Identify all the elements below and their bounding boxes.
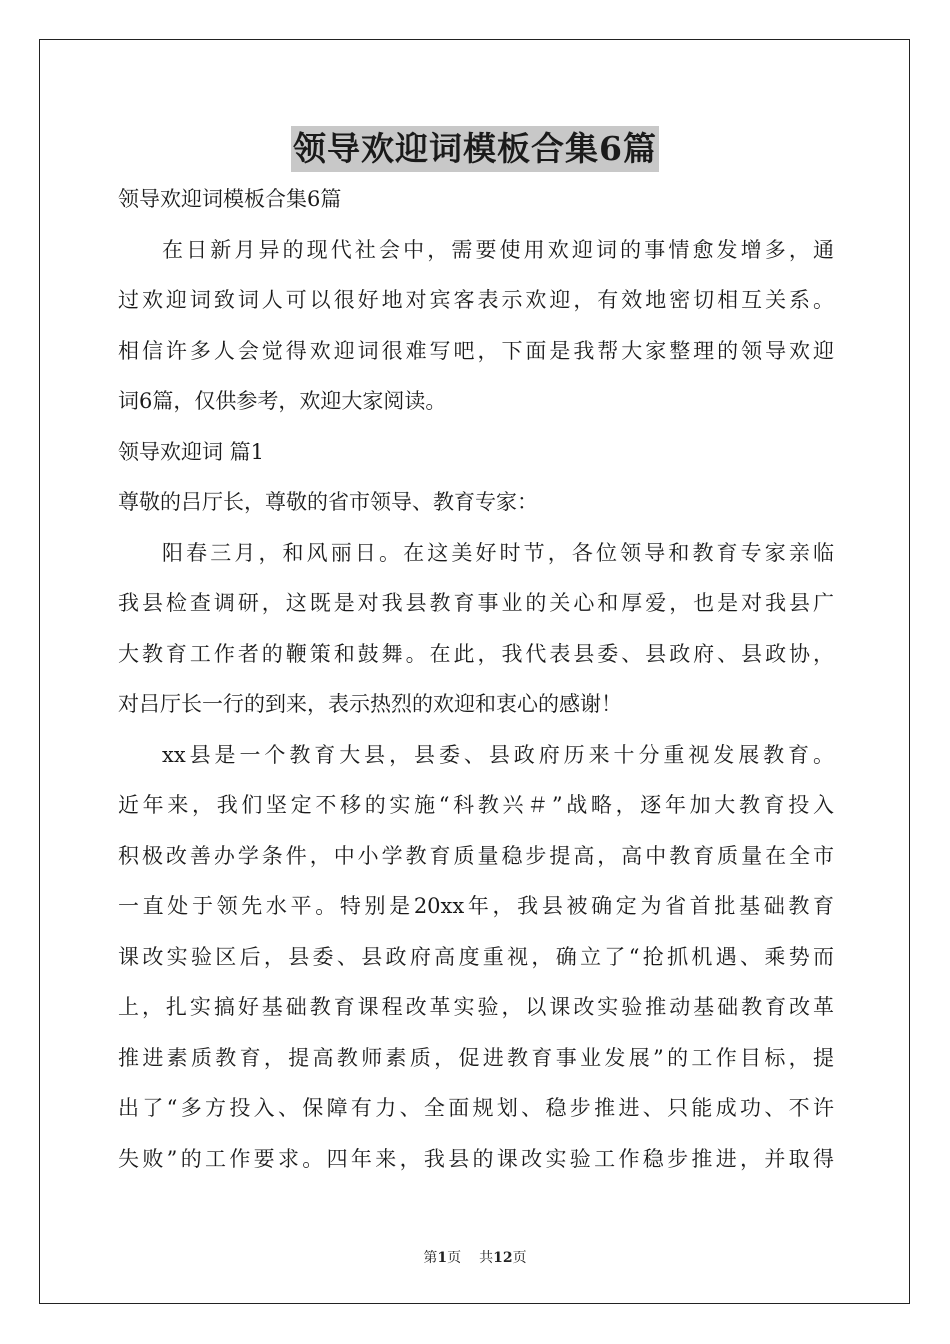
document-body [118,174,834,1184]
page-suffix: 页 [447,1250,462,1266]
text-line: 上，扎实搞好基础教育课程改革实验，以课改实验推动基础教育改革 [118,995,834,1019]
document-title [0,126,950,172]
text-line: xx县是一个教育大县，县委、县政府历来十分重视发展教育。 [162,742,834,767]
text-line: 一直处于领先水平。特别是20xx年，我县被确定为省首批基础教育 [118,894,834,918]
page-number: 1 [437,1250,448,1266]
text-line: 阳春三月，和风丽日。在这美好时节，各位领导和教育专家亲临 [162,540,834,565]
text-line: 积极改善办学条件，中小学教育质量稳步提高，高中教育质量在全市 [118,843,834,868]
total-suffix: 页 [512,1250,527,1266]
total-prefix: 共 [479,1250,494,1266]
text-line: 领导欢迎词模板合集6篇 [118,187,342,211]
text-line: 尊敬的吕厅长，尊敬的省市领导、教育专家： [118,490,538,514]
text-line: 领导欢迎词 篇1 [118,439,265,464]
text-line: 出了“多方投入、保障有力、全面规划、稳步推进、只能成功、不许 [118,1096,834,1120]
text-line: 课改实验区后，县委、县政府高度重视，确立了“抢抓机遇、乘势而 [118,944,834,969]
text-line: 对吕厅长一行的到来，表示热烈的欢迎和衷心的感谢！ [118,692,622,716]
text-line: 过欢迎词致词人可以很好地对宾客表示欢迎，有效地密切相互关系。 [118,288,834,312]
text-line: 相信许多人会觉得欢迎词很难写吧，下面是我帮大家整理的领导欢迎 [118,338,834,363]
text-line: 失败”的工作要求。四年来，我县的课改实验工作稳步推进，并取得 [118,1146,834,1171]
total-pages: 12 [493,1250,513,1266]
page-footer [0,1247,950,1267]
text-line: 我县检查调研，这既是对我县教育事业的关心和厚爱，也是对我县广 [118,591,834,615]
text-line: 词6篇，仅供参考，欢迎大家阅读。 [118,389,447,413]
text-line: 推进素质教育，提高教师素质，促进教育事业发展”的工作目标，提 [118,1045,834,1070]
text-line: 大教育工作者的鞭策和鼓舞。在此，我代表县委、县政府、县政协， [118,641,834,666]
text-line: 近年来，我们坚定不移的实施“科教兴＃”战略，逐年加大教育投入 [118,793,834,817]
text-line: 在日新月异的现代社会中，需要使用欢迎词的事情愈发增多，通 [162,237,834,262]
document-title-text: 领导欢迎词模板合集6篇 [291,126,659,172]
page-prefix: 第 [423,1250,438,1266]
